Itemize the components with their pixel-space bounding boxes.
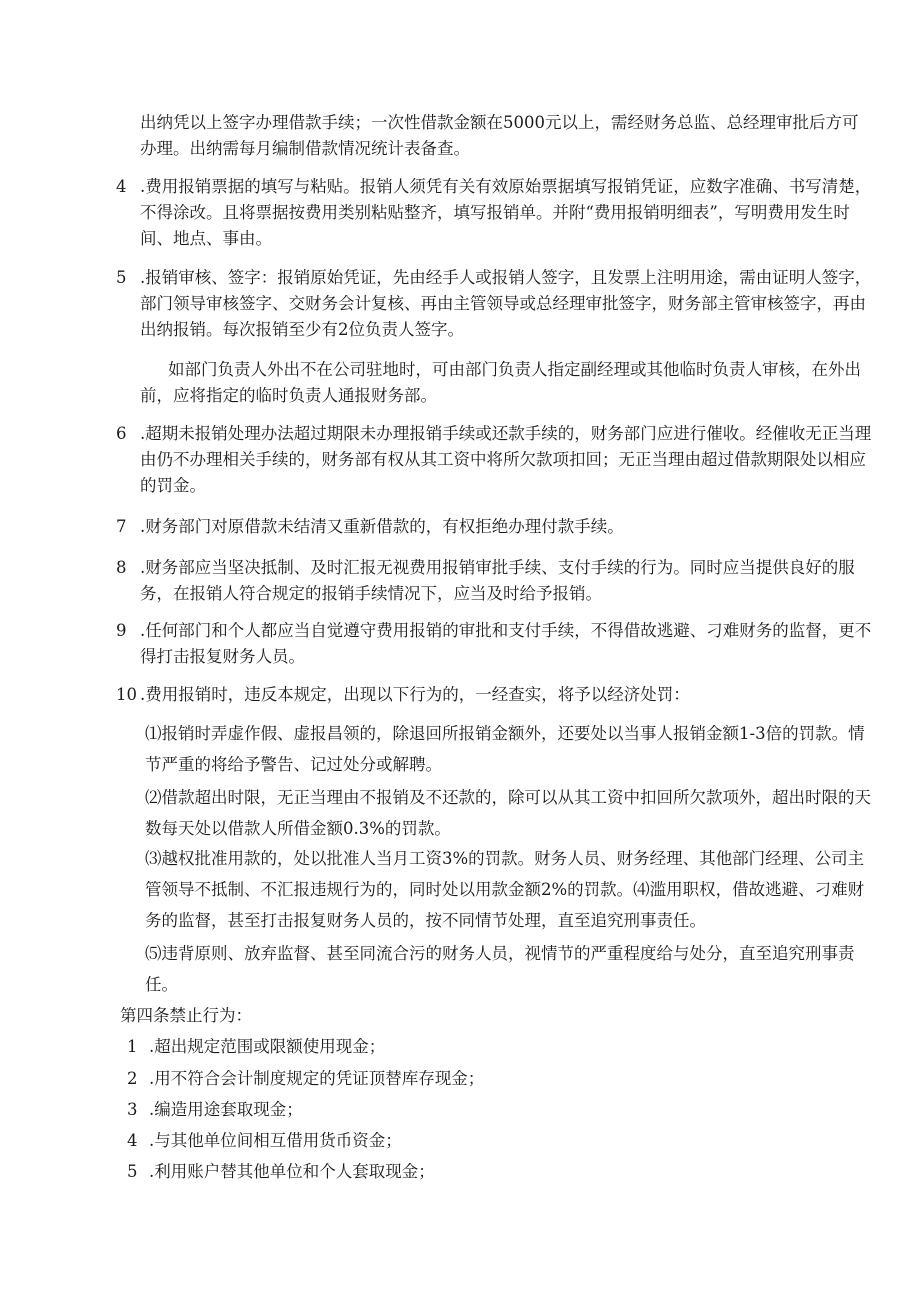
prohibition-number: 1 (127, 1037, 138, 1056)
list-item-8 (116, 555, 878, 607)
item-text: .超期未报销处理办法超过期限未办理报销手续或还款手续的，财务部门应进行催收。经催收无正当理由仍不办理相关手续的，财务部有权从其工资中将所欠款项扣回；无正当理由超过借款期限处以相应的罚金。 (140, 424, 872, 495)
prohibition-text: .用不符合会计制度规定的凭证顶替库存现金； (149, 1069, 485, 1088)
item-number: 4 (116, 177, 127, 196)
penalty-1: ⑴报销时弄虚作假、虚报昌领的，除退回所报销金额外，还要处以当事人报销金额1-3倍的罚款。情节严重的将给予警告、记过处分或解聘。 (145, 724, 865, 774)
prohibition-text: .超出规定范围或限额使用现金； (149, 1037, 386, 1056)
prohibition-number: 2 (127, 1069, 138, 1088)
prohibition-1 (127, 1034, 867, 1060)
list-item-5 (116, 265, 878, 343)
note-paragraph: 如部门负责人外出不在公司驻地时，可由部门负责人指定副经理或其他临时负责人审核，在外出前，应将指定的临时负责人通报财务部。 (140, 360, 861, 405)
item-text: .报销审核、签字：报销原始凭证，先由经手人或报销人签字，且发票上注明用途，需由证明人签字，部门领导审核签字、交财务会计复核、再由主管领导或总经理审批签字，财务部主管审核签字，再由出纳报销。每次报销至少有2位负责人签字。 (140, 268, 872, 339)
list-item-7 (116, 514, 878, 540)
list-item-6 (116, 421, 878, 499)
prohibition-number: 5 (127, 1162, 138, 1181)
prohibition-text: .与其他单位间相互借用货币资金； (149, 1131, 402, 1150)
item-number: 6 (116, 424, 127, 443)
prohibition-4 (127, 1128, 867, 1154)
prohibition-text: .利用账户替其他单位和个人套取现金； (149, 1162, 435, 1181)
prohibition-2 (127, 1066, 867, 1092)
item-number: 7 (116, 517, 127, 536)
continuation-paragraph: 出纳凭以上签字办理借款手续；一次性借款金额在5000元以上，需经财务总监、总经理审批后方可办理。出纳需每月编制借款情况统计表备查。 (140, 113, 859, 158)
penalty-3-4: ⑶越权批准用款的，处以批准人当月工资3%的罚款。财务人员、财务经理、其他部门经理、公司主管领导不抵制、不汇报违规行为的，同时处以用款金额2%的罚款。⑷滥用职权，借故逃避、刁难财务的监督，甚至打击报复财务人员的，按不同情节处理，直至追究刑事责任。 (145, 849, 865, 930)
list-item-10 (116, 682, 878, 708)
list-item-9 (116, 618, 878, 670)
item-number: 10 (116, 685, 137, 704)
prohibition-text: .编造用途套取现金； (149, 1100, 303, 1119)
item-number: 9 (116, 621, 127, 640)
item-text: .任何部门和个人都应当自觉遵守费用报销的审批和支付手续，不得借故逃避、刁难财务的监督，更不得打击报复财务人员。 (140, 621, 872, 666)
item-number: 8 (116, 558, 127, 577)
item-text: .财务部门对原借款未结清又重新借款的，有权拒绝办理付款手续。 (140, 517, 624, 536)
article-4-title: 第四条禁止行为： (120, 1006, 252, 1025)
prohibition-number: 3 (127, 1100, 138, 1119)
item-text: .财务部应当坚决抵制、及时汇报无视费用报销审批手续、支付手续的行为。同时应当提供良好的服务，在报销人符合规定的报销手续情况下，应当及时给予报销。 (140, 558, 855, 603)
prohibition-3 (127, 1097, 867, 1123)
penalty-5: ⑸违背原则、放弃监督、甚至同流合污的财务人员，视情节的严重程度给与处分，直至追究刑事责任。 (145, 944, 855, 994)
item-text: .费用报销时，违反本规定，出现以下行为的，一经查实，将予以经济处罚： (140, 685, 690, 704)
item-text: .费用报销票据的填写与粘贴。报销人须凭有关有效原始票据填写报销凭证，应数字准确、书写清楚，不得涂改。且将票据按费用类别粘贴整齐，填写报销单。并附“费用报销明细表”，写明费用发生时间、地点、事由。 (140, 177, 872, 248)
item-number: 5 (116, 268, 127, 287)
prohibition-number: 4 (127, 1131, 138, 1150)
list-item-4 (116, 174, 878, 252)
prohibition-5 (127, 1159, 867, 1185)
penalty-2: ⑵借款超出时限，无正当理由不报销及不还款的，除可以从其工资中扣回所欠款项外，超出时限的天数每天处以借款人所借金额0.3%的罚款。 (145, 788, 871, 838)
